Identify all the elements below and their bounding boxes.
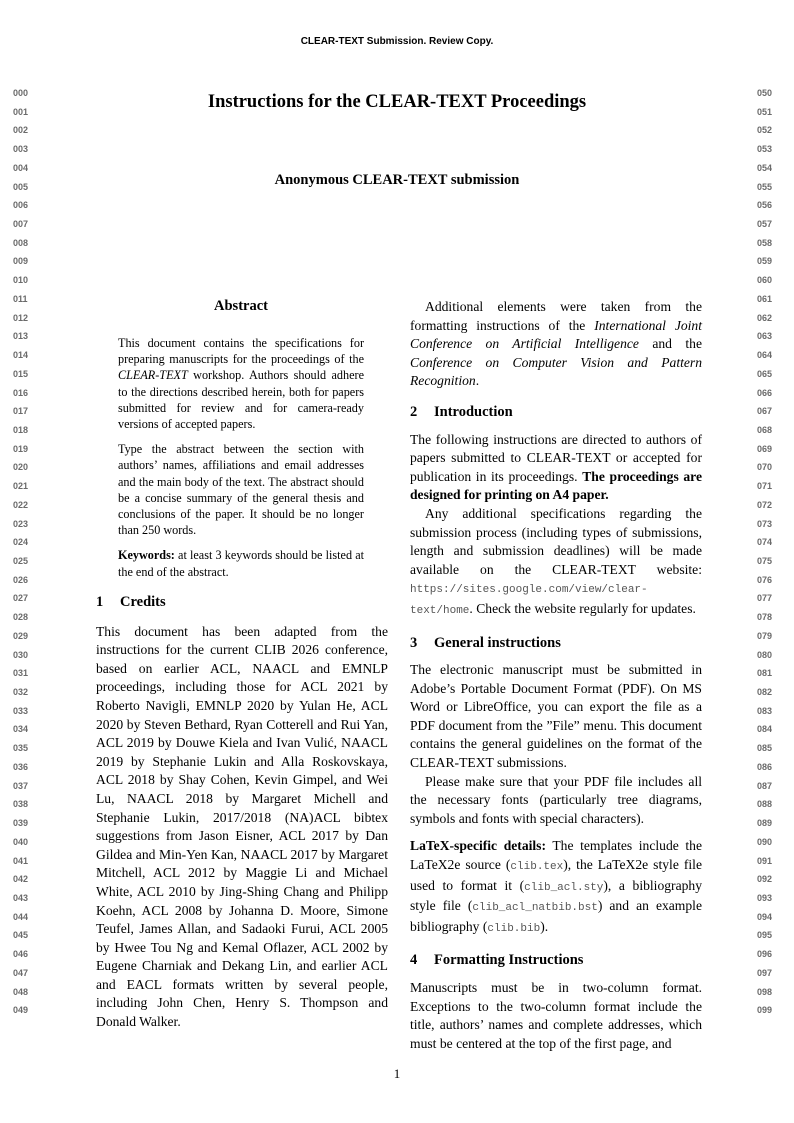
line-number: 050	[757, 88, 773, 98]
line-number: 075	[757, 556, 773, 566]
line-number: 091	[757, 855, 773, 866]
line-number: 053	[757, 144, 773, 155]
line-number: 059	[757, 256, 773, 267]
credits-section	[96, 593, 388, 1032]
line-number: 089	[757, 818, 773, 829]
line-number: 030	[13, 649, 29, 660]
line-number: 095	[757, 930, 773, 941]
line-number: 072	[757, 499, 773, 510]
line-number: 082	[757, 687, 773, 698]
credits-heading: 1 Credits	[96, 594, 166, 610]
line-number: 022	[13, 499, 29, 510]
line-number: 058	[757, 237, 773, 248]
line-number: 086	[757, 761, 773, 772]
line-number: 011	[13, 293, 28, 304]
line-number: 048	[13, 986, 29, 997]
line-number: 010	[13, 275, 29, 286]
line-number: 027	[13, 593, 29, 604]
line-number: 060	[757, 275, 773, 286]
line-number: 012	[13, 312, 29, 323]
line-number: 055	[757, 181, 773, 192]
abstract-paragraph-2: Type the abstract between the section with authors’ names, affiliations and email addresses and the main body of the text. The abstract should be a concise summary of the general thesis and conclusions of the paper. It should be no longer than 250 words.	[118, 442, 364, 538]
line-number: 074	[757, 537, 773, 548]
line-number: 084	[757, 724, 773, 735]
abstract-heading: Abstract	[214, 298, 268, 314]
line-number: 047	[13, 967, 29, 978]
general-paragraph-2: Please make sure that your PDF file includes all the necessary fonts (particularly tree diagrams, symbols and fonts with special characters).	[410, 773, 702, 826]
line-number: 049	[13, 1005, 29, 1016]
line-number: 071	[757, 481, 773, 492]
line-number: 076	[757, 574, 773, 585]
line-number: 038	[13, 799, 29, 810]
line-number: 003	[13, 144, 29, 155]
line-number: 008	[13, 237, 29, 248]
line-number: 077	[757, 593, 773, 604]
line-number: 067	[757, 406, 773, 417]
line-number: 029	[13, 630, 29, 641]
introduction-heading: 2 Introduction	[410, 403, 513, 420]
formatting-instructions-heading: 4 Formatting Instructions	[410, 952, 584, 969]
line-number: 041	[13, 855, 29, 866]
line-number: 004	[13, 162, 29, 173]
line-number: 044	[13, 911, 29, 922]
line-number: 036	[13, 761, 29, 772]
line-number: 000	[13, 88, 29, 98]
abstract-paragraph-1: This document contains the specifications for preparing manuscripts for the proceedings of the CLEAR-TEXT workshop. Authors should adhere to the directions described herein, both for papers submitted for review and for camera-ready versions of accepted papers.	[118, 336, 364, 432]
author-line: Anonymous CLEAR-TEXT submission	[274, 172, 520, 188]
running-header: CLEAR-TEXT Submission. Review Copy.	[300, 36, 494, 47]
abstract-body	[118, 335, 364, 589]
paper-title: Instructions for the CLEAR-TEXT Proceedings	[207, 92, 587, 112]
line-number: 015	[13, 368, 29, 379]
line-number: 007	[13, 219, 29, 230]
line-number: 002	[13, 125, 29, 136]
line-number: 006	[13, 200, 29, 211]
line-number: 018	[13, 424, 29, 435]
line-number: 056	[757, 200, 773, 211]
line-number: 096	[757, 949, 773, 960]
line-number: 014	[13, 350, 29, 361]
line-number: 092	[757, 874, 773, 885]
general-instructions-heading: 3 General instructions	[410, 634, 561, 651]
line-number: 061	[757, 293, 773, 304]
line-number: 098	[757, 986, 773, 997]
introduction-paragraph-2: Any additional specifications regarding the submission process (including types of submissions, length and submission deadlines) will be made available on the CLEAR-TEXT website: https://sites.google.com/view/clear-text/home. Check the website regularly for updates.	[410, 505, 702, 617]
line-number: 034	[13, 724, 29, 735]
line-number: 080	[757, 649, 773, 660]
line-number: 024	[13, 537, 29, 548]
line-number: 088	[757, 799, 773, 810]
line-number: 051	[757, 106, 773, 117]
line-number: 013	[13, 331, 29, 342]
line-number: 043	[13, 892, 29, 903]
line-number: 087	[757, 780, 773, 791]
line-number: 033	[13, 705, 29, 716]
line-number: 090	[757, 836, 773, 847]
line-number: 078	[757, 612, 773, 623]
line-number: 028	[13, 612, 29, 623]
line-number: 035	[13, 743, 29, 754]
line-number: 065	[757, 368, 773, 379]
line-number: 062	[757, 312, 773, 323]
line-number: 039	[13, 818, 29, 829]
line-number: 026	[13, 574, 29, 585]
line-number: 079	[757, 630, 773, 641]
line-number: 099	[757, 1005, 773, 1016]
line-number: 068	[757, 424, 773, 435]
line-number: 069	[757, 443, 773, 454]
line-number: 046	[13, 949, 29, 960]
page-number: 1	[393, 1066, 401, 1081]
line-number: 042	[13, 874, 29, 885]
line-number: 017	[13, 406, 29, 417]
line-number: 021	[13, 481, 29, 492]
line-number: 057	[757, 219, 773, 230]
line-number: 085	[757, 743, 773, 754]
line-number: 093	[757, 892, 773, 903]
line-number: 070	[757, 462, 773, 473]
line-number: 005	[13, 181, 29, 192]
line-number: 009	[13, 256, 29, 267]
line-number: 025	[13, 556, 29, 566]
line-number: 066	[757, 387, 773, 398]
line-number: 032	[13, 687, 29, 698]
line-number: 016	[13, 387, 29, 398]
general-paragraph-1: The electronic manuscript must be submitted in Adobe’s Portable Document Format (PDF). On MS Word or LibreOffice, you can export the file as a PDF document from the ”File” menu. This document contains the general guidelines on the format of the CLEAR-TEXT submissions.	[410, 662, 702, 771]
line-number: 031	[13, 668, 29, 679]
line-number: 064	[757, 350, 773, 361]
line-number: 083	[757, 705, 773, 716]
line-number: 063	[757, 331, 773, 342]
line-number: 037	[13, 780, 29, 791]
line-number: 097	[757, 967, 773, 978]
right-column	[410, 298, 702, 1053]
line-number: 040	[13, 836, 29, 847]
abstract-keywords: Keywords: at least 3 keywords should be listed at the end of the abstract.	[118, 548, 364, 579]
website-link[interactable]: https://sites.google.com/view/clear-text/home	[410, 584, 648, 617]
line-number: 073	[757, 518, 773, 529]
line-number: 052	[757, 125, 773, 136]
line-number: 001	[13, 106, 29, 117]
line-number: 081	[757, 668, 773, 679]
line-number: 045	[13, 930, 29, 941]
line-number: 054	[757, 162, 773, 173]
introduction-paragraph-1: The following instructions are directed to authors of papers submitted to CLEAR-TEXT or accepted for publication in its proceedings. The proceedings are designed for printing on A4 paper.	[410, 431, 703, 503]
additional-elements-paragraph: Additional elements were taken from the formatting instructions of the International Joint Conference on Artificial Intelligence and the Conference on Computer Vision and Pattern Recognition.	[410, 299, 703, 389]
line-number: 094	[757, 911, 773, 922]
formatting-paragraph: Manuscripts must be in two-column format. Exceptions to the two-column format include the title, authors’ names and complete addresses, which must be centered at the top of the first page, and	[410, 980, 702, 1051]
line-number: 020	[13, 462, 29, 473]
line-number: 023	[13, 518, 29, 529]
credits-paragraph: This document has been adapted from the instructions for the current CLIB 2026 conference, based on earlier ACL, NAACL and EMNLP proceedings, including those for ACL 2021 by Roberto Navigli, EMNLP 2020 by Yulan He, ACL 2020 by Steven Bethard, Ryan Cotterell and Rui Yan, ACL 2019 by Douwe Kiela and Ivan Vulić, NAACL 2019 by Stephanie Lukin and Alla Roskovskaya, ACL 2018 by Shay Cohen, Kevin Gimpel, and Wei Lu, NAACL 2018 by Margaret Michell and Stephanie Lukin, 2017/2018 (NA)ACL bibtex suggestions from Jason Eisner, ACL 2017 by Dan Gildea and Min-Yen Kan, NAACL 2017 by Margaret Mitchell, ACL 2012 by Maggie Li and Michael White, ACL 2010 by Jing-Shing Chang and Philipp Koehn, ACL 2008 by Johanna D. Moore, Simone Teufel, James Allan, and Sadaoki Furui, ACL 2005 by Hwee Tou Ng and Kemal Oflazer, ACL 2002 by Eugene Charniak and Dekang Lin, and earlier ACL and EACL formats written by several people, including John Chen, Henry S. Thompson and Donald Walker.	[96, 623, 388, 1030]
latex-details-paragraph: LaTeX-specific details: The templates include the LaTeX2e source (clib.tex), the LaTeX2e style file used to format it (clib_acl.sty), a bibliography style file (clib_acl_natbib.bst) and an example bibliography (clib.bib).	[410, 838, 702, 935]
line-number: 019	[13, 443, 29, 454]
